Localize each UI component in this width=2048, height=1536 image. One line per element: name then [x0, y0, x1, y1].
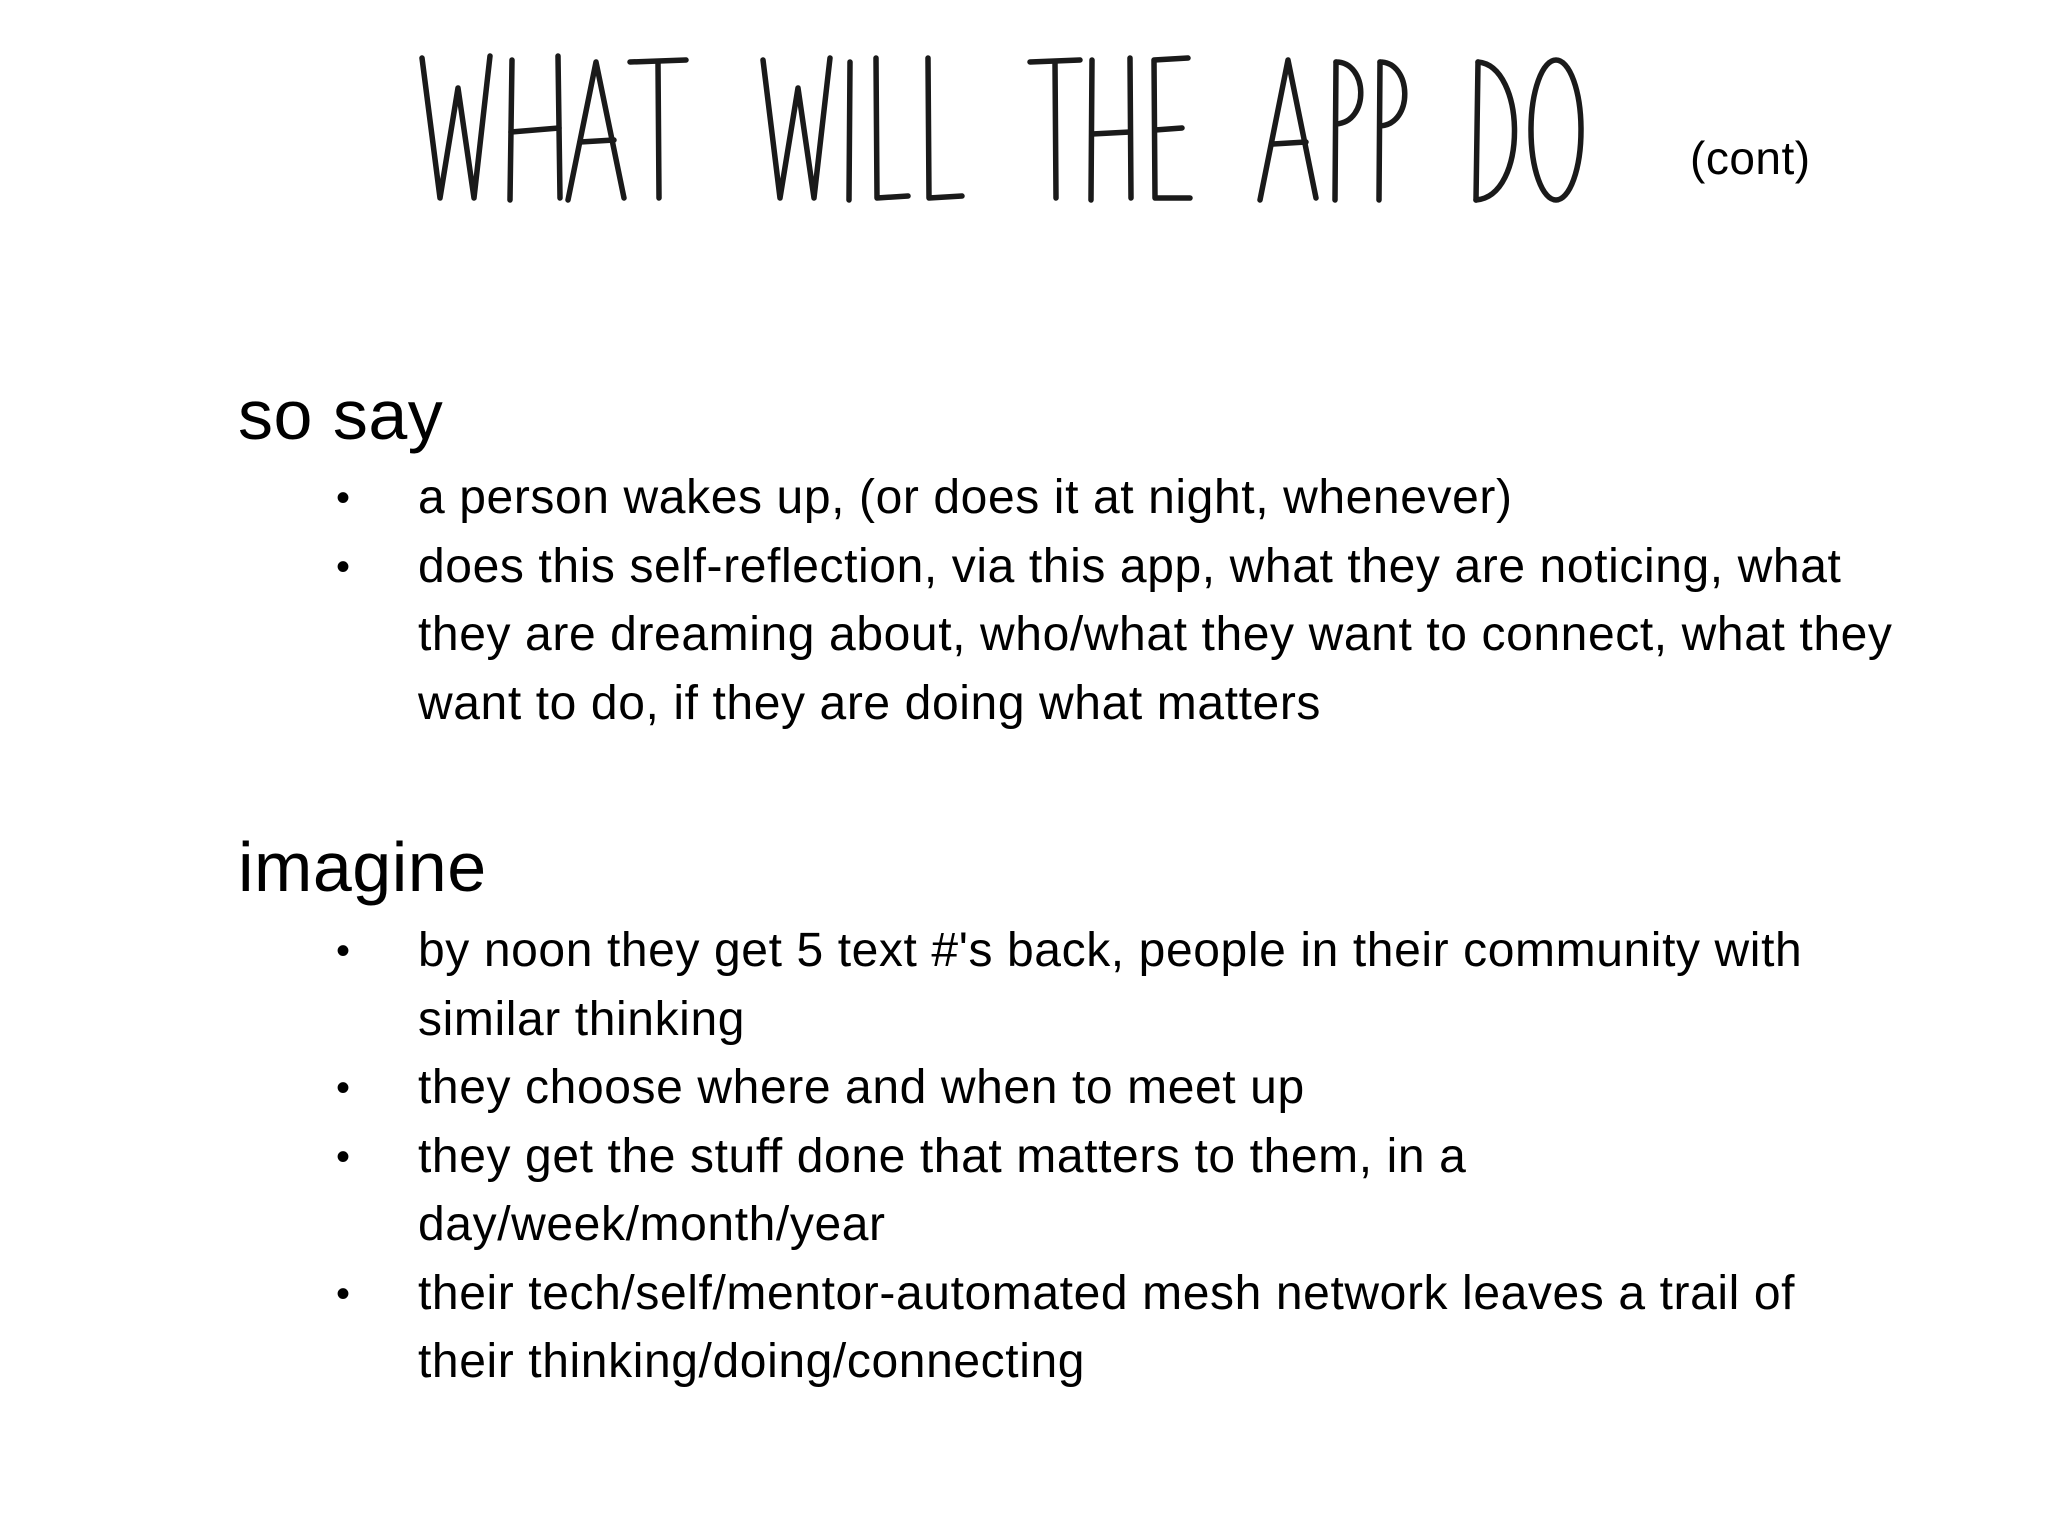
bullet-list-imagine — [336, 917, 2036, 1397]
bullet-glyph: • — [336, 1066, 351, 1110]
list-item — [336, 917, 2036, 1054]
bullet-list-so-say — [336, 464, 2036, 738]
bullet-line: they get the stuff done that matters to them, in a — [418, 1129, 1467, 1183]
bullet-line: they are dreaming about, who/what they want to connect, what they — [418, 608, 1893, 661]
bullet-line: they choose where and when to meet up — [418, 1061, 1305, 1114]
bullet-glyph: • — [336, 476, 351, 520]
title-suffix: (cont) — [1690, 132, 1811, 184]
list-item — [336, 1123, 2036, 1260]
bullet-line: does this self-reflection, via this app, what they are noticing, what — [418, 539, 1842, 593]
section-heading-so-say: so say — [238, 376, 444, 454]
bullet-line: their tech/self/mentor-automated mesh network leaves a trail of — [418, 1266, 1796, 1320]
list-item — [336, 464, 2036, 533]
list-item — [336, 1260, 2036, 1397]
bullet-line: day/week/month/year — [418, 1198, 886, 1251]
bullet-line: similar thinking — [418, 992, 746, 1046]
bullet-glyph: • — [336, 544, 351, 589]
section-heading-imagine: imagine — [238, 828, 487, 906]
bullet-line: their thinking/doing/connecting — [418, 1335, 1086, 1388]
bullet-line: a person wakes up, (or does it at night, whenever) — [418, 471, 1513, 524]
slide-title — [418, 48, 1593, 216]
handwritten-title-graphic — [418, 48, 1593, 216]
bullet-glyph: • — [336, 929, 351, 973]
bullet-glyph: • — [336, 1134, 351, 1179]
list-item — [336, 533, 2036, 739]
bullet-line: want to do, if they are doing what matters — [418, 676, 1322, 730]
bullet-glyph: • — [336, 1271, 351, 1316]
list-item — [336, 1054, 2036, 1123]
bullet-line: by noon they get 5 text #'s back, people in their community with — [418, 924, 1803, 977]
